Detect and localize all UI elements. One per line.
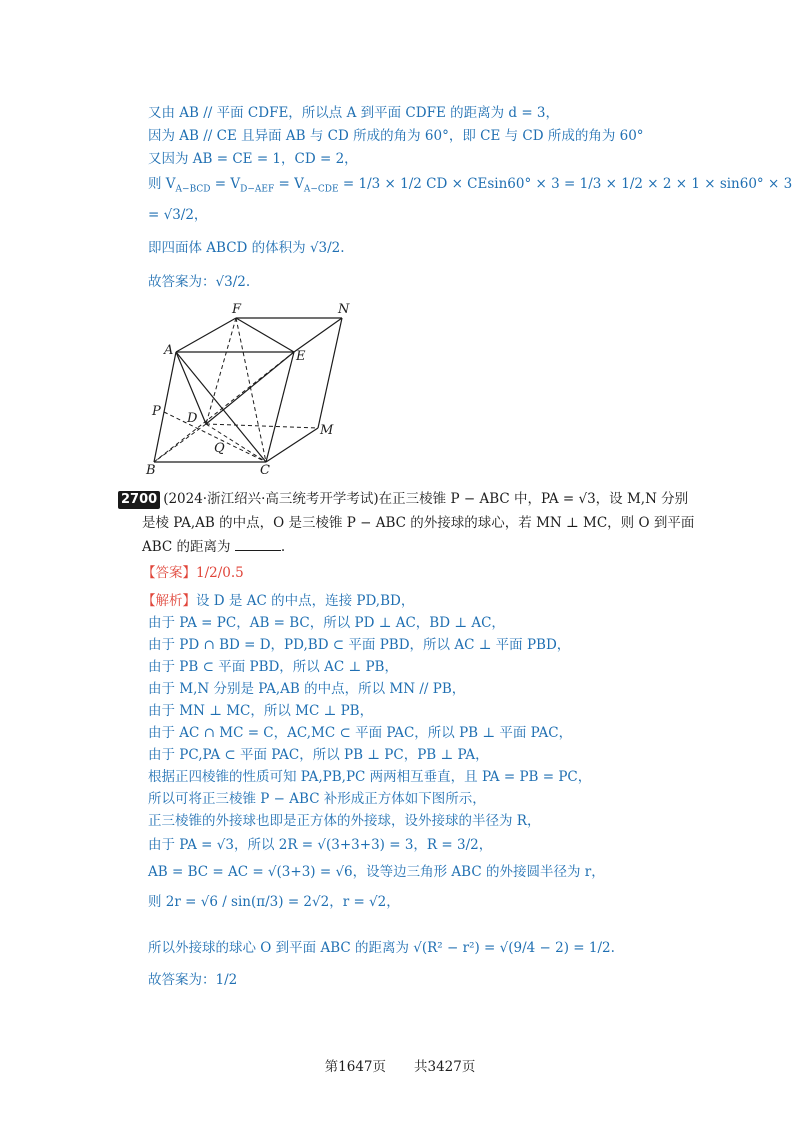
problem-line-2: 是棱 PA,AB 的中点，O 是三棱锥 P − ABC 的外接球的球心，若 MN ⊥ MC，则 O 到平面 bbox=[142, 515, 695, 531]
analysis-line-1: 由于 PA = PC，AB = BC，所以 PD ⊥ AC，BD ⊥ AC， bbox=[148, 615, 505, 631]
label-F: F bbox=[232, 302, 242, 317]
analysis-label: 【解析】 bbox=[142, 593, 196, 609]
problem-text-3: ABC 的距离为 bbox=[142, 539, 231, 555]
label-Q: Q bbox=[214, 441, 225, 456]
analysis-line-15: 故答案为：1/2 bbox=[148, 972, 238, 988]
cube-geometry-figure bbox=[140, 296, 370, 476]
analysis-line-9: 所以可将正三棱锥 P − ABC 补形成正方体如下图所示， bbox=[148, 791, 486, 807]
problem-text-3-end: . bbox=[280, 539, 286, 555]
analysis-text-0: 设 D 是 AC 的中点，连接 PD,BD， bbox=[196, 593, 415, 609]
label-B: B bbox=[146, 463, 156, 476]
label-C: C bbox=[260, 463, 270, 476]
problem-number-badge: 2700 bbox=[118, 491, 160, 509]
analysis-line-10: 正三棱锥的外接球也即是正方体的外接球，设外接球的半径为 R， bbox=[148, 813, 541, 829]
answer-blank bbox=[235, 538, 281, 551]
page-total: 共3427页 bbox=[414, 1059, 476, 1075]
volume-expression: = 1/3 × 1/2 CD × CEsin60° × 3 = 1/3 × 1/2 × 2 × 1 × sin60° × 3 bbox=[342, 176, 793, 192]
analysis-line-3: 由于 PB ⊂ 平面 PBD，所以 AC ⊥ PB， bbox=[148, 659, 398, 675]
label-P: P bbox=[152, 404, 161, 419]
analysis-line-13: 则 2r = √6 / sin(π/3) = 2√2，r = √2， bbox=[148, 894, 400, 910]
prev-solution-line-1: 又由 AB // 平面 CDFE，所以点 A 到平面 CDFE 的距离为 d = 3， bbox=[148, 105, 560, 121]
prev-solution-line-5: = √3/2， bbox=[148, 207, 208, 223]
answer-label: 【答案】 bbox=[142, 565, 196, 581]
prev-solution-line-4: 则 $V_{A-BCD} = V_{D-AEF} = V_{A-CDE} = 1/3 \times 1/2$ CD × CEsin60° × 3 = 1/3 × 1/2 × 2 × 1 × sin60° × 3 bbox=[148, 176, 793, 195]
answer-line bbox=[142, 563, 244, 583]
problem-line-3 bbox=[142, 537, 285, 557]
analysis-line-14: 所以外接球的球心 O 到平面 ABC 的距离为 √(R² − r²) = √(9/4 − 2) = 1/2. bbox=[148, 940, 615, 956]
label-N: N bbox=[338, 302, 350, 317]
prev-solution-line-3: 又因为 AB = CE = 1，CD = 2， bbox=[148, 151, 358, 167]
analysis-line-12: AB = BC = AC = √(3+3) = √6，设等边三角形 ABC 的外接圆半径为 r， bbox=[148, 864, 605, 880]
page-footer bbox=[0, 1055, 800, 1075]
volume-prefix: 则 V bbox=[148, 176, 176, 192]
analysis-line-4: 由于 M,N 分别是 PA,AB 的中点，所以 MN // PB， bbox=[148, 681, 466, 697]
problem-line-1 bbox=[118, 489, 688, 509]
page-number: 第1647页 bbox=[324, 1059, 386, 1075]
problem-source: (2024·浙江绍兴·高三统考开学考试) bbox=[163, 491, 379, 507]
analysis-line-2: 由于 PD ∩ BD = D，PD,BD ⊂ 平面 PBD，所以 AC ⊥ 平面 PBD， bbox=[148, 637, 571, 653]
label-D: D bbox=[187, 411, 198, 426]
analysis-line-11: 由于 PA = √3，所以 2R = √(3+3+3) = 3，R = 3/2， bbox=[148, 837, 493, 853]
analysis-line-8: 根据正四棱锥的性质可知 PA,PB,PC 两两相互垂直，且 PA = PB = PC， bbox=[148, 769, 592, 785]
answer-value: 1/2/0.5 bbox=[196, 565, 244, 581]
prev-solution-line-6: 即四面体 ABCD 的体积为 √3/2. bbox=[148, 240, 345, 256]
analysis-line-0 bbox=[142, 591, 414, 611]
analysis-line-5: 由于 MN ⊥ MC，所以 MC ⊥ PB， bbox=[148, 703, 374, 719]
label-M: M bbox=[320, 423, 334, 438]
prev-solution-line-7: 故答案为：√3/2. bbox=[148, 274, 251, 290]
problem-text-1: 在正三棱锥 P − ABC 中，PA = √3，设 M,N 分别 bbox=[378, 491, 689, 507]
analysis-line-7: 由于 PC,PA ⊂ 平面 PAC，所以 PB ⊥ PC，PB ⊥ PA， bbox=[148, 747, 489, 763]
label-E: E bbox=[296, 349, 306, 364]
label-A: A bbox=[164, 343, 174, 358]
analysis-line-6: 由于 AC ∩ MC = C，AC,MC ⊂ 平面 PAC，所以 PB ⊥ 平面 PAC， bbox=[148, 725, 573, 741]
prev-solution-line-2: 因为 AB // CE 且异面 AB 与 CD 所成的角为 60°，即 CE 与 CD 所成的角为 60° bbox=[148, 128, 644, 144]
